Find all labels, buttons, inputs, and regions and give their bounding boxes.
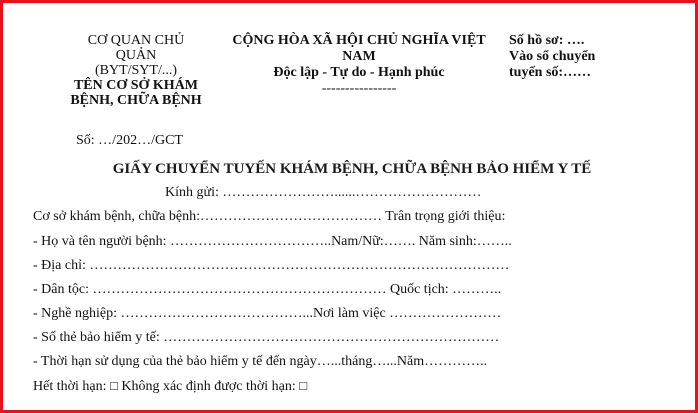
record-number: Số hồ sơ: …. — [509, 33, 585, 48]
expiry-label: Hết thời hạn: — [33, 379, 107, 394]
issuing-agency-block — [55, 33, 217, 108]
facility-field: Cơ sở khám bệnh, chữa bệnh:………………………………… Trân trọng giới thiệu: — [33, 209, 506, 224]
patient-name-field: - Họ và tên người bệnh: ……………………………..Nam/Nữ:……. Năm sinh:…….. — [33, 234, 512, 249]
agency-line-1: CƠ QUAN CHỦ — [87, 33, 185, 48]
record-number-block — [509, 33, 689, 81]
occupation-workplace-field: - Nghề nghiệp: …………………………………...Nơi làm việc …………………… — [33, 306, 502, 321]
address-field: - Địa chỉ: ……………………………………………………………………………… — [33, 258, 510, 273]
facility-name-line-2: BỆNH, CHỮA BỆNH — [70, 93, 202, 108]
indefinite-label: Không xác định được thời hạn: — [121, 379, 296, 394]
document-title: GIẤY CHUYỂN TUYẾN KHÁM BỆNH, CHỮA BỆNH BẢO HIỂM Y TẾ — [112, 161, 592, 177]
country-name-line-1: CỘNG HÒA XÃ HỘI CHỦ NGHĨA VIỆT — [232, 33, 486, 48]
addressee-line: Kính gửi: ……………………......……………………… — [165, 185, 482, 200]
agency-line-3: (BYT/SYT/...) — [94, 63, 178, 78]
insurance-card-number-field: - Số thẻ bảo hiểm y tế: ……………………………………………………………… — [33, 330, 500, 345]
expiry-checkbox[interactable]: □ — [110, 378, 118, 393]
expiry-row — [33, 378, 307, 395]
insurance-validity-field: - Thời hạn sử dụng của thẻ bảo hiểm y tế đến ngày…...tháng…...Năm………….. — [33, 354, 488, 369]
register-line-1: Vào sổ chuyển — [509, 49, 596, 64]
ethnicity-nationality-field: - Dân tộc: ……………………………………………………… Quốc tịch: ……….. — [33, 282, 502, 297]
facility-name-line-1: TÊN CƠ SỞ KHÁM — [73, 78, 199, 93]
document-number: Số: …/202…/GCT — [76, 133, 183, 148]
agency-line-2: QUẢN — [115, 48, 157, 63]
register-line-2: tuyến số:…… — [509, 65, 592, 80]
country-name-line-2: NAM — [342, 49, 376, 64]
national-motto: Độc lập - Tự do - Hạnh phúc — [273, 65, 445, 80]
motto-divider: ---------------- — [321, 81, 397, 96]
indefinite-checkbox[interactable]: □ — [299, 378, 308, 393]
national-header-block — [218, 33, 500, 97]
